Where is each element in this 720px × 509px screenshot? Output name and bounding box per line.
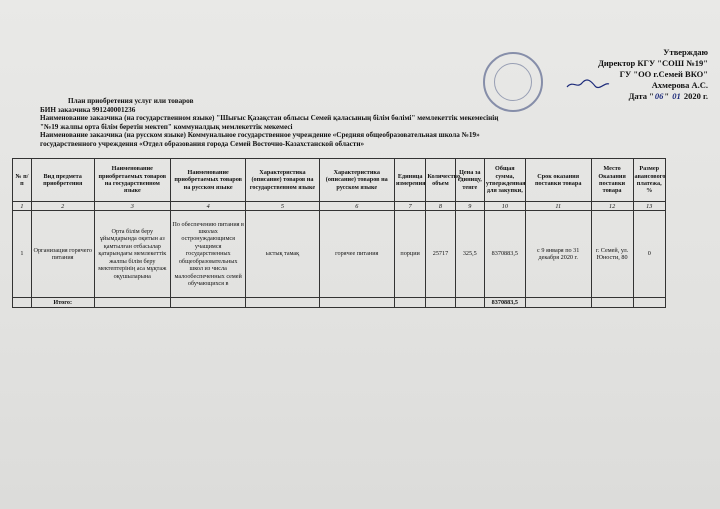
column-header: Наименование приобретаемых товаров на русском языке (171, 159, 246, 202)
customer-name-ru-1: Наименование заказчика (на русском языке) Коммунальное государственное учреждение «Средняя общеобразовательная школа №19» (40, 131, 480, 140)
column-header: Количество, объем (426, 159, 455, 202)
column-number: 7 (394, 202, 425, 211)
procurement-table (12, 158, 666, 308)
column-header: Общая сумма, утвержденная для закупки, (484, 159, 525, 202)
total-empty (455, 298, 484, 308)
cell-desc-ru: горячее питания (319, 211, 394, 298)
column-number: 10 (484, 202, 525, 211)
approval-date: Дата "06" 01 2020 г. (628, 91, 708, 101)
cell-name-ru-text: По обеспечению питания в школах остронуждающимся учащимся государственных общеобразовательных школ из числа малообеспеченных семей обучающихся в (172, 220, 244, 287)
cell-name-kz (94, 211, 170, 298)
column-number: 3 (94, 202, 170, 211)
total-empty (246, 298, 319, 308)
date-prefix: Дата (628, 91, 647, 101)
date-suffix: 2020 г. (683, 91, 708, 101)
cell-name-kz-text: Орта білім беру ұйымдарында оқитын аз қамтылған отбасылар қатарындағы мемлекеттік жалпы білім беру мектептерінің аса мұқтаж оқушыларына (98, 228, 167, 280)
approval-line-3: ГУ "ОО г.Семей ВКО" (619, 69, 708, 79)
table-row (13, 211, 666, 298)
cell-type: Организация горячего питания (31, 211, 94, 298)
customer-bin: БИН заказчика 991240001236 (40, 105, 136, 114)
customer-name-ru-2: государственного учреждения «Отдел образования города Семей Восточно-Казахстанской области» (40, 139, 365, 148)
total-label: Итого: (31, 298, 94, 308)
total-empty (591, 298, 633, 308)
approval-line-1: Утверждаю (663, 47, 708, 57)
column-header: Характеристика (описание) товаров на русском языке (319, 159, 394, 202)
total-empty (525, 298, 591, 308)
cell-place: г. Семей, ул. Юности, 80 (591, 211, 633, 298)
cell-name-ru (171, 211, 246, 298)
date-day: 06 (654, 91, 664, 101)
column-header: Цена за единицу, тенге (455, 159, 484, 202)
column-number: 5 (246, 202, 319, 211)
total-empty (94, 298, 170, 308)
column-header: Единица измерения (394, 159, 425, 202)
column-number: 11 (525, 202, 591, 211)
cell-advance: 0 (633, 211, 666, 298)
total-sum: 8370883,5 (484, 298, 525, 308)
column-number: 2 (31, 202, 94, 211)
column-header: Наименование приобретаемых товаров на государственном языке (94, 159, 170, 202)
total-empty (319, 298, 394, 308)
customer-name-kz-2: "№19 жалпы орта білім беретін мектеп" коммуналдық мемлекеттік мекемесі (40, 122, 293, 131)
column-number: 12 (591, 202, 633, 211)
column-number: 13 (633, 202, 666, 211)
cell-price: 325,5 (455, 211, 484, 298)
total-empty (426, 298, 455, 308)
total-empty (633, 298, 666, 308)
approval-line-4: Ахмерова А.С. (651, 80, 708, 90)
column-header: Срок оказания поставки товара (525, 159, 591, 202)
cell-quantity: 25717 (426, 211, 455, 298)
column-header: Место Оказания поставки товара (591, 159, 633, 202)
signature (565, 78, 611, 90)
date-month: 01 (672, 91, 681, 101)
cell-number: 1 (13, 211, 32, 298)
cell-unit: порции (394, 211, 425, 298)
document-title: План приобретения услуг или товаров (68, 97, 194, 105)
total-row (13, 298, 666, 308)
column-number-row (13, 202, 666, 211)
table-header-row (13, 159, 666, 202)
column-number: 8 (426, 202, 455, 211)
approval-line-2: Директор КГУ "СОШ №19" (598, 58, 708, 68)
customer-name-kz-1: Наименование заказчика (на государственном языке) "Шығыс Қазақстан облысы Семей қаласының білім бөлімі" мемлекеттік мекемесінің (40, 114, 499, 123)
document-header (40, 97, 640, 149)
approval-block (528, 47, 708, 102)
column-number: 9 (455, 202, 484, 211)
cell-sum: 8370883,5 (484, 211, 525, 298)
column-number: 1 (13, 202, 32, 211)
column-number: 4 (171, 202, 246, 211)
column-header: Характеристика (описание) товаров на государственном языке (246, 159, 319, 202)
cell-desc-kz: ыстық тамақ (246, 211, 319, 298)
column-number: 6 (319, 202, 394, 211)
column-header: Размер авансового платежа, % (633, 159, 666, 202)
total-empty (171, 298, 246, 308)
total-empty (394, 298, 425, 308)
total-empty (13, 298, 32, 308)
column-header: Вид предмета приобретения (31, 159, 94, 202)
column-header: № п/п (13, 159, 32, 202)
cell-term: с 9 января по 31 декабря 2020 г. (525, 211, 591, 298)
